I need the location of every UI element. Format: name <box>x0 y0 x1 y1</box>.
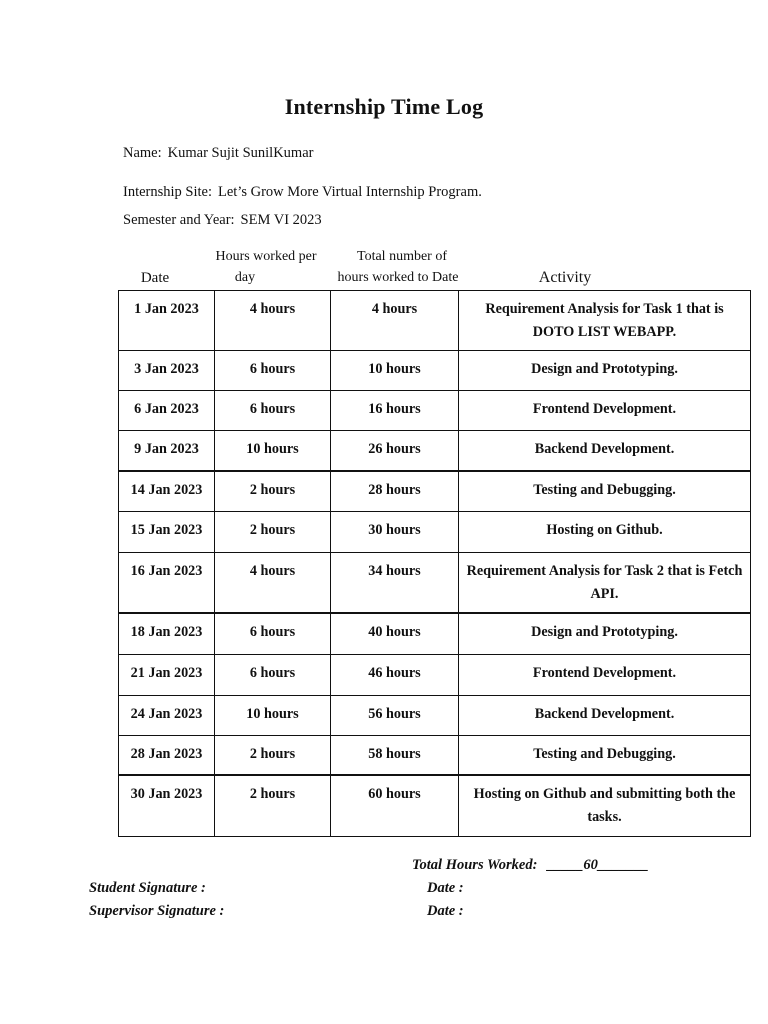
table-row <box>119 654 751 695</box>
header-date: Date <box>140 270 170 286</box>
site-line <box>123 184 482 201</box>
total-hours-line <box>412 857 649 874</box>
supervisor-date-label: Date : <box>427 903 464 919</box>
cell-activity: Requirement Analysis for Task 2 that is Fetch API. <box>459 553 751 614</box>
cell-total-hours: 56 hours <box>331 695 459 735</box>
table-row <box>119 291 751 351</box>
cell-activity: Backend Development. <box>459 431 751 471</box>
table-row <box>119 553 751 614</box>
cell-total-hours: 58 hours <box>331 735 459 775</box>
table-row <box>119 351 751 391</box>
supervisor-signature-label: Supervisor Signature : <box>89 903 225 919</box>
cell-activity: Hosting on Github. <box>459 512 751 553</box>
cell-activity: Design and Prototyping. <box>459 351 751 391</box>
cell-date: 21 Jan 2023 <box>119 654 215 695</box>
student-date-label: Date : <box>427 880 464 896</box>
semester-value: SEM VI 2023 <box>240 212 322 228</box>
cell-date: 28 Jan 2023 <box>119 735 215 775</box>
cell-total-hours: 16 hours <box>331 391 459 431</box>
table-row <box>119 471 751 512</box>
cell-hours-per-day: 10 hours <box>215 431 331 471</box>
name-line <box>123 145 313 162</box>
table-row <box>119 391 751 431</box>
table-row <box>119 695 751 735</box>
cell-date: 14 Jan 2023 <box>119 471 215 512</box>
header-total-hours <box>318 246 478 288</box>
name-value: Kumar Sujit SunilKumar <box>167 145 314 161</box>
page-title: Internship Time Log <box>284 94 484 119</box>
table-row <box>119 613 751 654</box>
cell-hours-per-day: 6 hours <box>215 613 331 654</box>
cell-date: 9 Jan 2023 <box>119 431 215 471</box>
cell-total-hours: 26 hours <box>331 431 459 471</box>
cell-activity: Frontend Development. <box>459 654 751 695</box>
cell-total-hours: 46 hours <box>331 654 459 695</box>
cell-hours-per-day: 2 hours <box>215 735 331 775</box>
student-signature-label: Student Signature : <box>89 880 206 896</box>
table-row <box>119 431 751 471</box>
header-activity: Activity <box>538 269 592 286</box>
cell-total-hours: 30 hours <box>331 512 459 553</box>
header-hours-line1: Hours worked per <box>215 249 317 264</box>
cell-activity: Backend Development. <box>459 695 751 735</box>
cell-total-hours: 4 hours <box>331 291 459 351</box>
cell-hours-per-day: 6 hours <box>215 391 331 431</box>
cell-total-hours: 60 hours <box>331 775 459 836</box>
header-hours-line2: day <box>234 270 256 285</box>
time-log-table <box>118 290 751 837</box>
cell-hours-per-day: 2 hours <box>215 775 331 836</box>
header-total-line2: hours worked to Date <box>337 270 459 285</box>
cell-activity: Testing and Debugging. <box>459 735 751 775</box>
cell-date: 6 Jan 2023 <box>119 391 215 431</box>
cell-hours-per-day: 10 hours <box>215 695 331 735</box>
cell-activity: Testing and Debugging. <box>459 471 751 512</box>
header-hours-per-day <box>196 246 336 288</box>
table-row <box>119 512 751 553</box>
cell-date: 15 Jan 2023 <box>119 512 215 553</box>
cell-hours-per-day: 6 hours <box>215 654 331 695</box>
cell-date: 18 Jan 2023 <box>119 613 215 654</box>
site-label: Internship Site: <box>123 184 213 200</box>
cell-total-hours: 40 hours <box>331 613 459 654</box>
cell-date: 1 Jan 2023 <box>119 291 215 351</box>
cell-date: 24 Jan 2023 <box>119 695 215 735</box>
cell-hours-per-day: 4 hours <box>215 553 331 614</box>
total-hours-label: Total Hours Worked: <box>412 857 538 873</box>
cell-activity: Hosting on Github and submitting both the tasks. <box>459 775 751 836</box>
time-log-body <box>119 291 751 837</box>
table-row <box>119 775 751 836</box>
cell-total-hours: 10 hours <box>331 351 459 391</box>
cell-activity: Frontend Development. <box>459 391 751 431</box>
semester-line <box>123 212 322 229</box>
cell-hours-per-day: 4 hours <box>215 291 331 351</box>
cell-total-hours: 28 hours <box>331 471 459 512</box>
cell-date: 16 Jan 2023 <box>119 553 215 614</box>
name-label: Name: <box>123 145 162 161</box>
cell-hours-per-day: 2 hours <box>215 512 331 553</box>
header-total-line1: Total number of <box>357 249 447 264</box>
cell-total-hours: 34 hours <box>331 553 459 614</box>
cell-date: 3 Jan 2023 <box>119 351 215 391</box>
total-hours-value: _____60_______ <box>547 857 649 873</box>
cell-date: 30 Jan 2023 <box>119 775 215 836</box>
site-value: Let’s Grow More Virtual Internship Program. <box>218 184 482 200</box>
cell-activity: Design and Prototyping. <box>459 613 751 654</box>
cell-activity: Requirement Analysis for Task 1 that is DOTO LIST WEBAPP. <box>459 291 751 351</box>
cell-hours-per-day: 6 hours <box>215 351 331 391</box>
cell-hours-per-day: 2 hours <box>215 471 331 512</box>
semester-label: Semester and Year: <box>123 212 235 228</box>
table-row <box>119 735 751 775</box>
